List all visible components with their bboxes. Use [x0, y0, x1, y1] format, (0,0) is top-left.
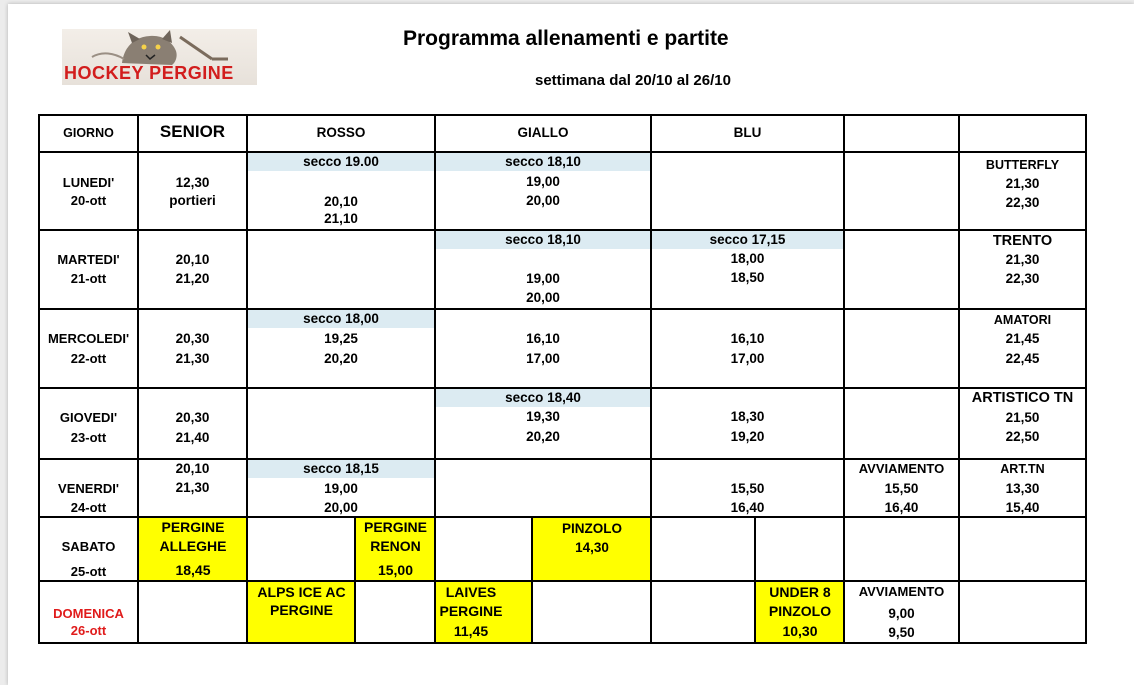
avviamento-label: AVVIAMENTO: [858, 584, 945, 599]
extra-time: 21,30: [1005, 176, 1040, 191]
avviamento-label: AVVIAMENTO: [858, 461, 945, 476]
giallo-secco: secco 18,40: [505, 390, 581, 405]
grid-line: [38, 114, 1087, 116]
giallo-time: 19,00: [526, 174, 560, 189]
match-team: LAIVES: [445, 584, 497, 600]
match-time: 18,45: [175, 562, 211, 578]
extra-time: 15,40: [1005, 500, 1040, 515]
extra-team: BUTTERFLY: [985, 158, 1060, 172]
header-giallo: GIALLO: [517, 125, 569, 140]
header-senior: SENIOR: [159, 122, 226, 141]
grid-line: [38, 580, 1087, 582]
extra-time: 13,30: [1005, 481, 1040, 496]
senior-time: 21,20: [175, 271, 210, 286]
giallo-time: 19,30: [526, 409, 560, 424]
rosso-time: 20,20: [324, 351, 358, 366]
senior-time: 21,30: [175, 351, 210, 366]
match-team: PERGINE: [161, 519, 225, 535]
avviamento-time: 9,00: [888, 606, 915, 621]
day-label: VENERDI': [58, 481, 119, 496]
grid-line: [1085, 114, 1087, 644]
page-title: Programma allenamenti e partite: [403, 27, 729, 50]
giallo-secco: secco 18,10: [505, 232, 581, 247]
rosso-secco: secco 18,00: [303, 311, 379, 326]
rosso-time: 21,10: [324, 211, 358, 226]
match-team: PINZOLO: [768, 603, 832, 619]
match-time: 15,00: [377, 562, 414, 578]
match-team: UNDER 8: [769, 584, 831, 600]
day-label: GIOVEDI': [59, 410, 118, 425]
senior-time: 20,30: [175, 331, 210, 346]
grid-line: [38, 308, 1087, 310]
extra-team: ART.TN: [1000, 462, 1045, 476]
avviamento-time: 15,50: [884, 481, 919, 496]
blu-time: 16,40: [730, 500, 765, 515]
extra-team: AMATORI: [993, 313, 1052, 327]
day-label: MERCOLEDI': [47, 331, 130, 346]
extra-time: 21,50: [1005, 410, 1040, 425]
senior-time: 12,30: [175, 175, 210, 190]
blu-time: 19,20: [730, 429, 765, 444]
giallo-time: 16,10: [526, 331, 560, 346]
grid-line: [843, 114, 845, 644]
day-date: 25-ott: [70, 564, 107, 579]
day-date: 23-ott: [70, 430, 107, 445]
match-team: ALPS ICE AC: [257, 584, 346, 600]
giallo-time: 20,20: [526, 429, 560, 444]
blu-time: 16,10: [730, 331, 765, 346]
rosso-time: 19,00: [324, 481, 358, 496]
extra-time: 22,30: [1005, 271, 1040, 286]
extra-time: 21,45: [1005, 331, 1040, 346]
day-label: SABATO: [61, 539, 116, 554]
giallo-time: 17,00: [526, 351, 560, 366]
grid-line: [650, 114, 652, 644]
match-time: 14,30: [575, 540, 609, 555]
match-team: ALLEGHE: [159, 538, 227, 554]
logo-text: HOCKEY PERGINE: [64, 63, 234, 83]
hockey-pergine-logo: [62, 29, 257, 85]
extra-time: 22,30: [1005, 195, 1040, 210]
rosso-secco: secco 18,15: [303, 461, 379, 476]
match-team: RENON: [370, 538, 421, 554]
match-time: 11,45: [453, 623, 489, 639]
blu-time: 18,50: [730, 270, 765, 285]
senior-time: 20,30: [175, 410, 210, 425]
giallo-time: 20,00: [526, 290, 560, 305]
giallo-secco: secco 18,10: [505, 154, 581, 169]
grid-line: [38, 642, 1087, 644]
day-label: DOMENICA: [53, 606, 124, 621]
extra-team: TRENTO: [992, 233, 1053, 249]
extra-team: ARTISTICO TN: [971, 390, 1074, 406]
header-rosso: ROSSO: [316, 125, 366, 140]
senior-time: 21,40: [175, 430, 210, 445]
day-date: 20-ott: [70, 193, 107, 208]
senior-time: 20,10: [175, 461, 210, 476]
extra-time: 22,45: [1005, 351, 1040, 366]
page-subtitle: settimana dal 20/10 al 26/10: [535, 72, 731, 89]
rosso-time: 20,10: [324, 194, 358, 209]
blu-time: 18,00: [730, 251, 765, 266]
match-team: PERGINE: [363, 519, 427, 535]
extra-time: 21,30: [1005, 252, 1040, 267]
blu-time: 17,00: [730, 351, 765, 366]
blu-time: 15,50: [730, 481, 765, 496]
rosso-time: 20,00: [324, 500, 358, 515]
day-date: 26-ott: [70, 623, 107, 638]
senior-time: 20,10: [175, 252, 210, 267]
blu-time: 18,30: [730, 409, 765, 424]
avviamento-time: 9,50: [888, 625, 915, 640]
match-team: PERGINE: [269, 602, 333, 618]
day-label: MARTEDI': [57, 252, 120, 267]
header-blu: BLU: [733, 125, 762, 140]
match-team: PERGINE: [439, 603, 503, 619]
rosso-secco: secco 19.00: [303, 154, 379, 169]
match-time: 10,30: [782, 623, 818, 639]
giallo-time: 20,00: [526, 193, 560, 208]
day-label: LUNEDI': [62, 175, 115, 190]
senior-note: portieri: [169, 193, 216, 208]
rosso-time: 19,25: [324, 331, 358, 346]
senior-time: 21,30: [175, 480, 210, 495]
day-date: 21-ott: [70, 271, 107, 286]
avviamento-time: 16,40: [884, 500, 919, 515]
blu-secco: secco 17,15: [709, 232, 786, 247]
match-team: PINZOLO: [562, 521, 622, 536]
day-date: 24-ott: [70, 500, 107, 515]
header-giorno: GIORNO: [63, 126, 114, 140]
extra-time: 22,50: [1005, 429, 1040, 444]
giallo-time: 19,00: [526, 271, 560, 286]
day-date: 22-ott: [70, 351, 107, 366]
